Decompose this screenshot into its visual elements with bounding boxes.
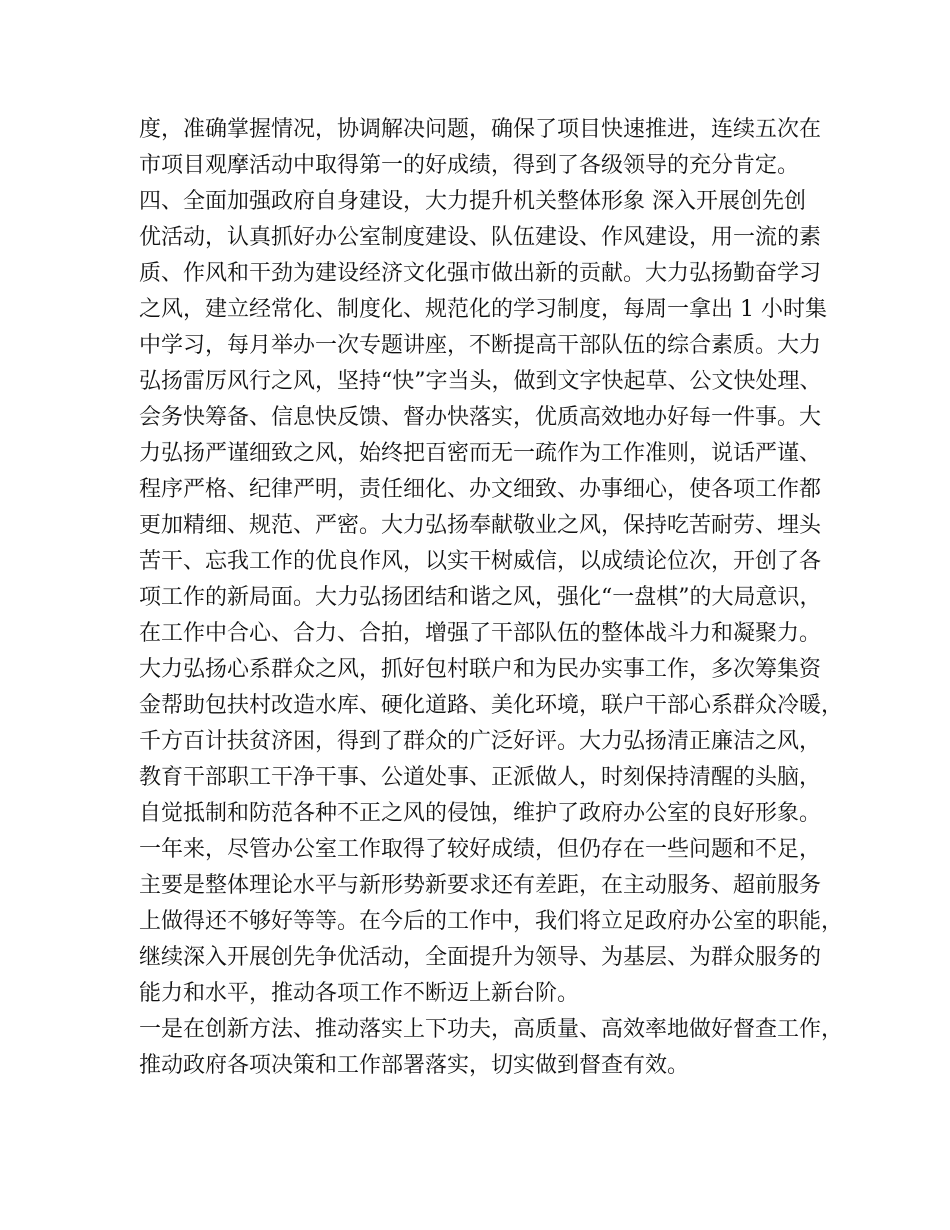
text-line: 之风，建立经常化、制度化、规范化的学习制度，每周一拿出 1 小时集: [139, 297, 827, 322]
text-line: 自觉抵制和防范各种不正之风的侵蚀，维护了政府办公室的良好形象。: [139, 801, 822, 826]
text-line: 能力和水平，推动各项工作不断迈上新台阶。: [139, 981, 580, 1006]
text-line: 一年来，尽管办公室工作取得了较好成绩，但仍存在一些问题和不足，: [139, 837, 822, 862]
text-line: 市项目观摩活动中取得第一的好成绩，得到了各级领导的充分肯定。: [139, 153, 800, 178]
text-line: 程序严格、纪律严明，责任细化、办文细致、办事细心，使各项工作都: [139, 477, 822, 502]
text-line: 项工作的新局面。大力弘扬团结和谐之风，强化“一盘棋”的大局意识，: [139, 585, 822, 610]
text-line: 中学习，每月举办一次专题讲座，不断提高干部队伍的综合素质。大力: [139, 333, 822, 358]
text-line: 千方百计扶贫济困，得到了群众的广泛好评。大力弘扬清正廉洁之风，: [139, 729, 822, 754]
document-body: [139, 112, 844, 1084]
text-line: 大力弘扬心系群众之风，抓好包村联户和为民办实事工作，多次筹集资: [139, 657, 822, 682]
text-line: 金帮助包扶村改造水库、硬化道路、美化环境，联户干部心系群众冷暖，: [139, 693, 844, 718]
text-line: 苦干、忘我工作的优良作风，以实干树威信，以成绩论位次，开创了各: [139, 549, 822, 574]
text-line: 力弘扬严谨细致之风，始终把百密而无一疏作为工作准则，说话严谨、: [139, 441, 822, 466]
text-line: 上做得还不够好等等。在今后的工作中，我们将立足政府办公室的职能，: [139, 909, 844, 934]
text-line: 继续深入开展创先争优活动，全面提升为领导、为基层、为群众服务的: [139, 945, 822, 970]
text-line: 更加精细、规范、严密。大力弘扬奉献敬业之风，保持吃苦耐劳、埋头: [139, 513, 822, 538]
text-line: 弘扬雷厉风行之风，坚持“快”字当头，做到文字快起草、公文快处理、: [139, 369, 822, 394]
text-line: 教育干部职工干净干事、公道处事、正派做人，时刻保持清醒的头脑，: [139, 765, 822, 790]
text-line: 会务快筹备、信息快反馈、督办快落实，优质高效地办好每一件事。大: [139, 405, 822, 430]
text-line: 优活动，认真抓好办公室制度建设、队伍建设、作风建设，用一流的素: [139, 225, 822, 250]
text-line: 度，准确掌握情况，协调解决问题，确保了项目快速推进，连续五次在: [139, 117, 822, 142]
text-line: 推动政府各项决策和工作部署落实，切实做到督查有效。: [139, 1053, 690, 1078]
section-heading-line: 四、全面加强政府自身建设，大力提升机关整体形象 深入开展创先创: [139, 189, 806, 214]
text-line: 在工作中合心、合力、合拍，增强了干部队伍的整体战斗力和凝聚力。: [139, 621, 822, 646]
text-line: 质、作风和干劲为建设经济文化强市做出新的贡献。大力弘扬勤奋学习: [139, 261, 822, 286]
text-line: 主要是整体理论水平与新形势新要求还有差距，在主动服务、超前服务: [139, 873, 822, 898]
text-line: 一是在创新方法、推动落实上下功夫，高质量、高效率地做好督查工作，: [139, 1017, 844, 1042]
